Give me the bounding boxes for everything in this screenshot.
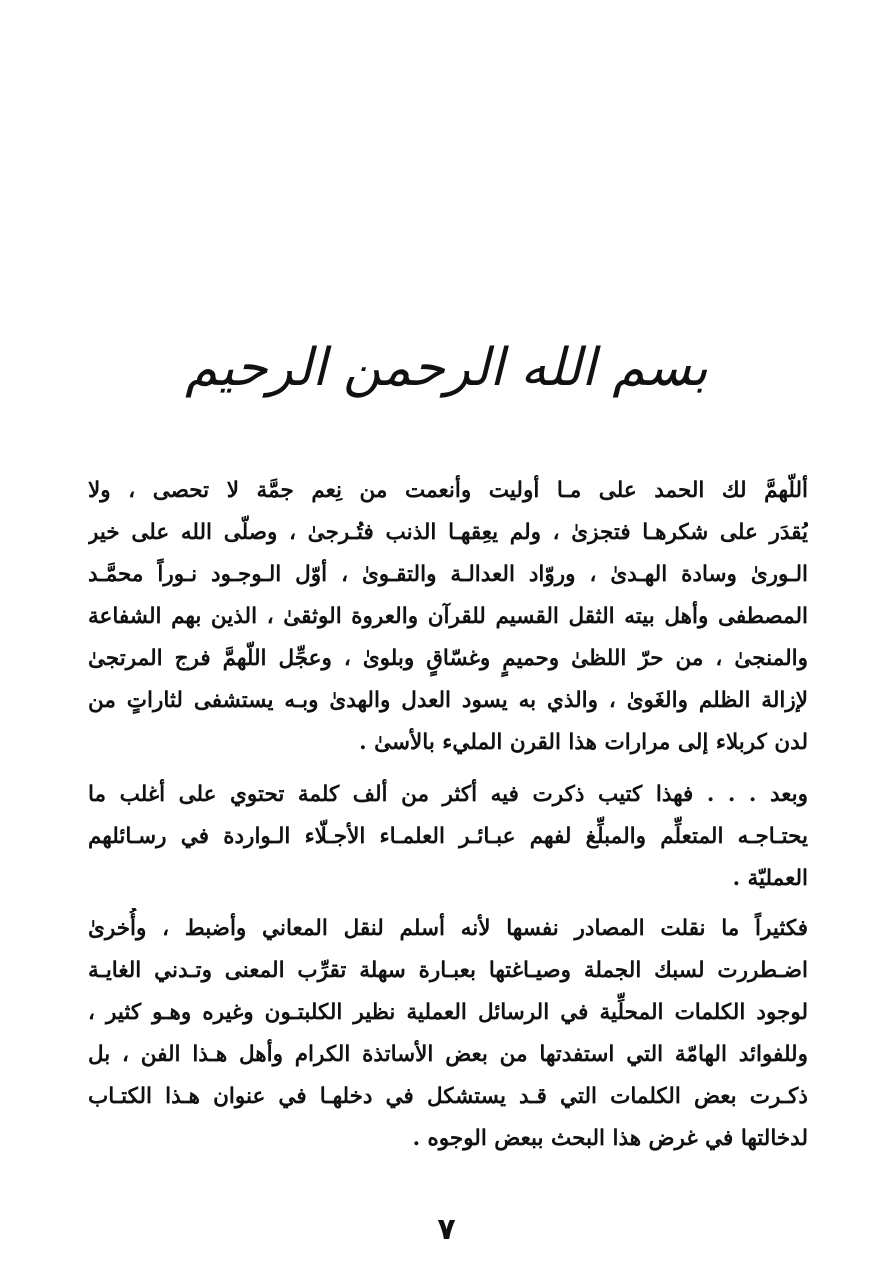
text-line: ذكـرت بعض الكلمات التي قـد يستشكل في دخلهـا في عنوان هـذا الكتـاب	[88, 1084, 808, 1109]
text-line: العمليّة .	[732, 866, 808, 891]
basmala-heading: بسم الله الرحمن الرحيم	[185, 338, 708, 398]
text-line: أللّهمَّ لك الحمد على مـا أوليت وأنعمت من نِعم جمَّة لا تحصى ، ولا	[88, 478, 808, 503]
text-line: والمنجىٰ ، من حرّ اللظىٰ وحميمٍ وغسّاقٍ وبلوىٰ ، وعجِّل اللّهمَّ فرج المرتجىٰ	[88, 646, 808, 671]
page-number: ٧	[437, 1212, 456, 1247]
text-line: يحتـاجـه المتعلِّم والمبلِّغ لفهم عبـائـر العلمـاء الأجـلّاء الـواردة في رسـائلهم	[88, 824, 808, 849]
text-line: فكثيراً ما نقلت المصادر نفسها لأنه أسلم لنقل المعاني وأضبط ، وأُخرىٰ	[88, 916, 808, 941]
text-line: اضـطررت لسبك الجملة وصيـاغتها بعبـارة سهلة تقرِّب المعنى وتـدني الغايـة	[88, 958, 808, 983]
paragraph-methodology	[88, 908, 808, 1160]
text-line: لإزالة الظلم والغَوىٰ ، والذي به يسود العدل والهدىٰ وبـه يستشفى لثاراتٍ من	[88, 688, 808, 713]
text-line: لوجود الكلمات المحلِّية في الرسائل العملية نظير الكلبتـون وغيره وهـو كثير ،	[88, 1000, 808, 1025]
paragraph-opening-prayer	[88, 470, 808, 764]
text-line: وللفوائد الهامّة التي استفدتها من بعض الأساتذة الكرام وأهل هـذا الفن ، بل	[88, 1042, 808, 1067]
text-line: يُقدَر على شكرهـا فتجزىٰ ، ولم يعِقهـا الذنب فتُـرجىٰ ، وصلّى الله على خير	[88, 520, 808, 545]
text-line: المصطفى وأهل بيته الثقل القسيم للقرآن والعروة الوثقىٰ ، الذين بهم الشفاعة	[88, 604, 808, 629]
text-line: الـورىٰ وسادة الهـدىٰ ، وروّاد العدالـة والتقـوىٰ ، أوّل الـوجـود نـوراً محمَّـد	[88, 562, 808, 587]
text-line: لدن كربلاء إلى مرارات هذا القرن المليء بالأسىٰ .	[359, 730, 808, 755]
text-line: وبعد . . . فهذا كتيب ذكرت فيه أكثر من ألف كلمة تحتوي على أغلب ما	[88, 782, 808, 807]
text-line: لدخالتها في غرض هذا البحث ببعض الوجوه .	[412, 1126, 808, 1151]
paragraph-introduction	[88, 774, 808, 900]
